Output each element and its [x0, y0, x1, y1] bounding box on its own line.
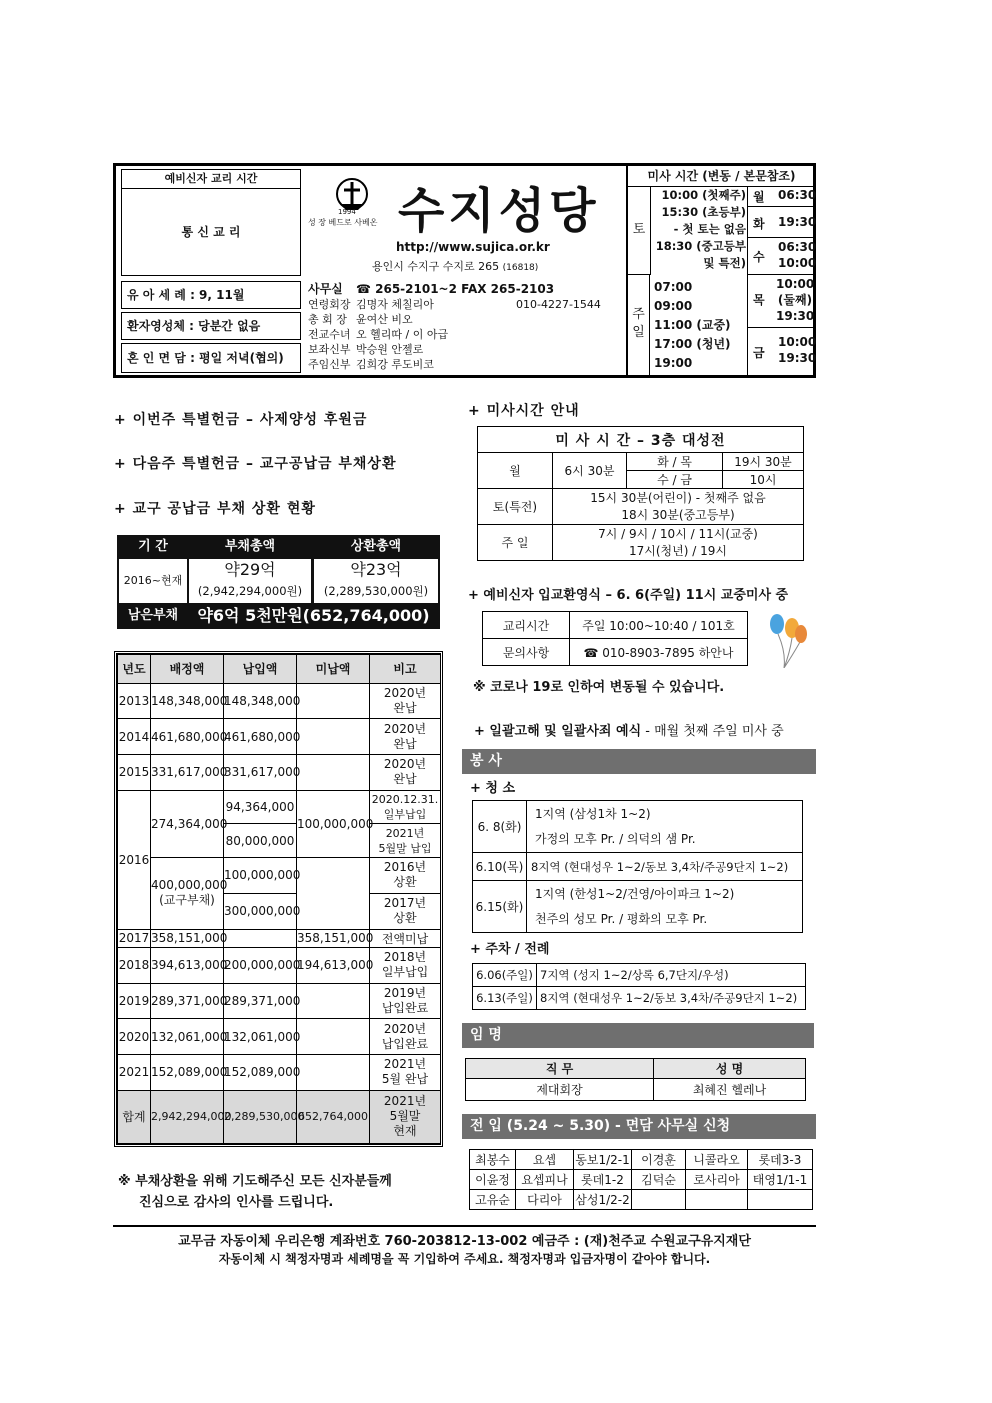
sunday-times: [654, 278, 746, 373]
appointment-table: [465, 1058, 806, 1101]
summary-header-debt: 부채총액: [224, 539, 276, 554]
remain-label: 남은부채: [127, 608, 179, 623]
transfer-section-bar: 전 입 (5.24 ~ 5.30) - 면담 사무실 신청: [462, 1114, 816, 1139]
transfer-row: [470, 1190, 813, 1210]
logo-caption: 성 장 베드로 사베온: [308, 218, 378, 227]
parking-date: 6.13(주일): [473, 987, 537, 1010]
cell: 148,348,000: [224, 683, 297, 719]
covid-notice: ※ 코로나 19로 인하여 변동될 수 있습니다.: [473, 680, 725, 695]
footer-instruction: 자동이체 시 책정자명과 세례명을 꼭 기입하여 주세요. 책정자명과 입금자명이 같아야 합니다.: [218, 1252, 711, 1266]
office-row: [308, 357, 624, 372]
weekday-label: 목: [753, 293, 765, 307]
table-header-row: [118, 655, 441, 684]
cell: 274,364,000: [151, 790, 224, 857]
office-row: [308, 342, 624, 357]
cell: 2020년 완납: [370, 719, 441, 755]
office-row: [308, 297, 624, 312]
footer-divider: [113, 1225, 816, 1227]
cell: 2020.12.31. 일부납입: [370, 790, 441, 824]
debt-status-heading: + 교구 공납금 부채 상환 현황: [114, 501, 316, 517]
sun-time: 09:00: [654, 299, 693, 313]
parking-table: [472, 963, 806, 1010]
table-row: [118, 719, 441, 755]
table-row: [118, 947, 441, 983]
office-row: [308, 282, 624, 297]
confession-title: + 일괄고해 및 일괄사죄 예식: [474, 724, 642, 739]
sun-time: 19:00: [654, 356, 693, 370]
cell: 394,613,000: [151, 947, 224, 983]
class-time-label: 교리시간: [483, 612, 570, 639]
sat-time: 및 특전): [703, 256, 746, 270]
mass-time: 6시 30분: [553, 453, 627, 489]
office-role: 총 회 장: [308, 313, 347, 326]
mass-time: 15시 30분(어린이) - 첫째주 없음 18시 30분(중고등부): [553, 489, 804, 525]
cell: [297, 683, 370, 719]
cell: 358,151,000: [297, 929, 370, 947]
cell: 2021년 5월 완납: [370, 1055, 441, 1091]
transfer-cell: 이경훈: [632, 1150, 686, 1170]
contact-value: ☎ 010-8903-7895 하안나: [570, 639, 748, 666]
appointment-section-bar: 임 명: [462, 1023, 814, 1048]
cell: 132,061,000: [151, 1019, 224, 1055]
mass-day: 주 일: [478, 525, 553, 561]
weekday-row: [748, 186, 815, 207]
mass-schedule-title: 미사 시간 (변동 / 본문참조): [628, 166, 815, 187]
cleaning-assignment: 8지역 (현대성우 1~2/동보 3,4차/주공9단지 1~2): [527, 853, 803, 881]
cell: 400,000,000 (교구부채): [151, 858, 224, 929]
sat-time: 18:30 (중고등부: [655, 239, 746, 253]
cell: 2019: [118, 983, 151, 1019]
weekday-row: [748, 275, 815, 328]
cell: 2,289,530,000: [224, 1090, 297, 1143]
transfer-cell: 롯데1-2: [574, 1170, 632, 1190]
col-year: 년도: [118, 655, 151, 684]
cell: 461,680,000: [224, 719, 297, 755]
class-time-value: 주일 10:00~10:40 / 101호: [570, 612, 748, 639]
cell: 331,617,000: [224, 755, 297, 791]
cleaning-assignment: 1지역 (삼성1차 1~2) 가정의 모후 Pr. / 의덕의 샘 Pr.: [527, 801, 803, 853]
debt-detail-frame: [114, 651, 443, 1147]
correspondence-label: 통 신 교 리: [121, 188, 301, 276]
parking-assignment: 8지역 (현대성우 1~2/동보 3,4차/주공9단지 1~2): [537, 987, 806, 1010]
cell: 80,000,000: [224, 824, 297, 858]
cell: 2015: [118, 755, 151, 791]
parish-address: [372, 258, 538, 274]
cell: [224, 929, 297, 947]
weekday-time: 19:30: [778, 215, 817, 229]
cell: [297, 858, 370, 929]
cell: 300,000,000: [224, 893, 297, 929]
col-unpaid: 미납액: [297, 655, 370, 684]
cell: 152,089,000: [224, 1055, 297, 1091]
transfer-cell: 니콜라오: [686, 1150, 748, 1170]
catechism-info-table: [482, 611, 748, 666]
weekday-time: 06:30: [778, 188, 817, 202]
sat-time: - 첫 토는 없음: [673, 222, 746, 236]
sat-time: 15:30 (초등부): [661, 205, 746, 219]
table-total-row: [118, 1090, 441, 1143]
transfer-cell: 다리아: [516, 1190, 574, 1210]
office-role: 전교수녀: [308, 328, 351, 341]
mass-day: 토(특전): [478, 489, 553, 525]
address-text: 용인시 수지구 수지로 265: [372, 260, 500, 273]
cell: [297, 719, 370, 755]
contact-label: 문의사항: [483, 639, 570, 666]
parking-date: 6.06(주일): [473, 964, 537, 987]
cell: [297, 755, 370, 791]
col-allocated: 배정액: [151, 655, 224, 684]
cleaning-date: 6.15(화): [473, 881, 527, 933]
cleaning-assignment: 1지역 (한성1~2/건영/아이파크 1~2) 천주의 성모 Pr. / 평화의 모후 Pr.: [527, 881, 803, 933]
cell: [297, 983, 370, 1019]
summary-period: 2016~현재: [119, 559, 187, 603]
zip-code: (16818): [502, 263, 539, 273]
weekday-row: [748, 238, 815, 275]
transfer-row: [470, 1150, 813, 1170]
summary-debt: [189, 559, 311, 603]
parking-heading: + 주차 / 전례: [470, 942, 550, 957]
transfer-cell: [632, 1190, 686, 1210]
mass-day: 수 / 금: [627, 471, 723, 489]
cell: 2021년 5월말 납입: [370, 824, 441, 858]
parking-assignment: 7지역 (성지 1~2/상록 6,7단지/우성): [537, 964, 806, 987]
thanks-line-1: ※ 부채상환을 위해 기도해주신 모든 신자분들께: [118, 1174, 392, 1189]
transfer-cell: 동보1/2-1: [574, 1150, 632, 1170]
office-contacts: [308, 282, 624, 372]
header-left-info: [121, 169, 301, 374]
marriage-consult: 혼 인 면 담 : 평일 저녁(협의): [121, 343, 301, 373]
weekday-label: 월: [753, 190, 765, 204]
cell: 합계: [118, 1090, 151, 1143]
saturday-times: [652, 187, 746, 272]
office-role: 연령회장: [308, 298, 351, 311]
mass-day: 월: [478, 453, 553, 489]
mass-time: 7시 / 9시 / 10시 / 11시(교중) 17시(청년) / 19시: [553, 525, 804, 561]
saturday-label: 토: [628, 186, 651, 275]
office-row: [308, 312, 624, 327]
sun-time: 11:00 (교중): [654, 318, 731, 332]
transfer-cell: 최봉수: [470, 1150, 516, 1170]
cell: 2020년 납입완료: [370, 1019, 441, 1055]
paid-exact: (2,289,530,000원): [323, 584, 429, 598]
transfer-table: [469, 1149, 813, 1210]
cell: 100,000,000: [297, 790, 370, 857]
cell: [297, 1019, 370, 1055]
cell: 2018년 일부납입: [370, 947, 441, 983]
cell: 148,348,000: [151, 683, 224, 719]
cell: 289,371,000: [224, 983, 297, 1019]
footer-account: 교무금 자동이체 우리은행 계좌번호 760-203812-13-002 예금주 : (재)천주교 수원교구유지재단: [178, 1234, 751, 1249]
cell: 2013: [118, 683, 151, 719]
special-offering-next-week: + 다음주 특별헌금 – 교구공납금 부채상환: [114, 456, 397, 472]
weekday-time: 10:00 (둘째) 19:30: [776, 277, 815, 323]
weekday-row: [748, 328, 815, 375]
transfer-cell: [748, 1190, 813, 1210]
logo-year: 1994: [338, 208, 356, 216]
mass-day: 화 / 목: [627, 453, 723, 471]
special-offering-this-week: + 이번주 특별헌금 – 사제양성 후원금: [114, 412, 368, 428]
service-section-bar: 봉 사: [462, 749, 816, 774]
table-row: [118, 683, 441, 719]
cell: 2,942,294,000: [151, 1090, 224, 1143]
remain-value: 약6억 5천만원(652,764,000): [197, 606, 430, 625]
table-row: [118, 755, 441, 791]
table-row: [118, 1055, 441, 1091]
bulletin-header: [113, 163, 816, 378]
cell: 358,151,000: [151, 929, 224, 947]
confession-notice: [474, 720, 784, 739]
paid-approx: 약23억: [350, 560, 402, 579]
cell: 2014: [118, 719, 151, 755]
mass-time-table: [477, 426, 804, 561]
debt-detail-table: [117, 654, 441, 1144]
appoint-header-name: 성 명: [654, 1059, 806, 1079]
debt-approx: 약29억: [224, 560, 276, 579]
office-name: 박승원 안젤로: [356, 343, 424, 356]
mass-schedule-box: [626, 166, 815, 375]
mass-time: 10시: [723, 471, 804, 489]
weekday-time: 06:30 10:00: [778, 240, 817, 270]
mass-table-title: 미 사 시 간 – 3층 대성전: [478, 427, 804, 453]
cleaning-heading: + 청 소: [470, 781, 516, 796]
transfer-cell: 태영1/1-1: [748, 1170, 813, 1190]
weekday-label: 금: [753, 346, 765, 360]
office-name: 김명자 체칠리아: [356, 298, 434, 311]
transfer-cell: 요셉피나: [516, 1170, 574, 1190]
cell: 2020년 완납: [370, 683, 441, 719]
sun-time: 17:00 (청년): [654, 337, 731, 351]
office-row: [308, 327, 624, 342]
weekday-times: [748, 186, 815, 375]
appoint-name: 최혜진 헬레나: [654, 1079, 806, 1101]
sun-time: 07:00: [654, 280, 693, 294]
cleaning-table: [472, 800, 803, 933]
transfer-cell: 이윤정: [470, 1170, 516, 1190]
thanks-line-2: 진심으로 감사의 인사를 드립니다.: [139, 1195, 334, 1210]
transfer-cell: 요셉: [516, 1150, 574, 1170]
cell: 461,680,000: [151, 719, 224, 755]
office-name: 김희강 루도비코: [356, 358, 434, 371]
weekday-label: 수: [753, 250, 765, 264]
transfer-cell: 삼성1/2-2: [574, 1190, 632, 1210]
mass-guide-heading: + 미사시간 안내: [468, 403, 580, 419]
cell: 전액미납: [370, 929, 441, 947]
col-paid: 납입액: [224, 655, 297, 684]
cell: 2021: [118, 1055, 151, 1091]
cell: 94,364,000: [224, 790, 297, 824]
cleaning-date: 6. 8(화): [473, 801, 527, 853]
summary-header-paid: 상환총액: [350, 539, 402, 554]
cell: 2016년 상환: [370, 858, 441, 894]
office-role: 사무실: [308, 282, 343, 296]
transfer-cell: [686, 1190, 748, 1210]
table-row: [118, 983, 441, 1019]
weekday-row: [748, 207, 815, 238]
cell: 2020년 완납: [370, 755, 441, 791]
appoint-header-role: 직 무: [466, 1059, 654, 1079]
catechumen-time-label: 예비신자 교리 시간: [121, 169, 301, 189]
cell: 2021년 5월말 현재: [370, 1090, 441, 1143]
cell: 2017년 상환: [370, 893, 441, 929]
transfer-cell: 로사리아: [686, 1170, 748, 1190]
cleaning-date: 6.10(목): [473, 853, 527, 881]
transfer-cell: 김덕순: [632, 1170, 686, 1190]
balloons-icon: [766, 612, 810, 668]
catechumen-welcome: + 예비신자 입교환영식 – 6. 6(주일) 11시 교중미사 중: [468, 588, 789, 603]
table-row: [118, 929, 441, 947]
sunday-label: 주일: [628, 274, 650, 375]
table-row: [118, 858, 441, 894]
transfer-row: [470, 1170, 813, 1190]
cell: 2019년 납입완료: [370, 983, 441, 1019]
cell: 2020: [118, 1019, 151, 1055]
office-role: 주임신부: [308, 358, 351, 371]
parish-title: 수지성당: [398, 183, 600, 239]
col-note: 비고: [370, 655, 441, 684]
mass-time: 19시 30분: [723, 453, 804, 471]
office-phone: ☎ 265-2101~2 FAX 265-2103: [356, 282, 555, 296]
cell: 194,613,000: [297, 947, 370, 983]
cell: 132,061,000: [224, 1019, 297, 1055]
cell: 100,000,000: [224, 858, 297, 894]
office-extra: 010-4227-1544: [516, 298, 601, 311]
cell: 289,371,000: [151, 983, 224, 1019]
transfer-cell: 롯데3-3: [748, 1150, 813, 1170]
summary-header-period: 기 간: [138, 539, 168, 554]
cell: 652,764,000: [297, 1090, 370, 1143]
cell: 2018: [118, 947, 151, 983]
cell: 200,000,000: [224, 947, 297, 983]
weekday-time: 10:00 19:30: [778, 335, 817, 365]
cell: 152,089,000: [151, 1055, 224, 1091]
appoint-role: 제대회장: [466, 1079, 654, 1101]
office-name: 윤여산 비오: [356, 313, 413, 326]
confession-note: - 매월 첫째 주일 미사 중: [645, 724, 784, 739]
cell: 2017: [118, 929, 151, 947]
table-row: [118, 790, 441, 824]
office-role: 보좌신부: [308, 343, 351, 356]
cell: 331,617,000: [151, 755, 224, 791]
cell: [297, 1055, 370, 1091]
sat-time: 10:00 (첫째주): [661, 188, 746, 202]
sick-communion: 환자영성체 : 당분간 없음: [121, 312, 301, 340]
transfer-cell: 고유순: [470, 1190, 516, 1210]
parish-url[interactable]: http://www.sujica.or.kr: [396, 240, 550, 254]
office-name: 오 헬리따 / 이 아급: [356, 328, 449, 341]
debt-summary-table: [117, 535, 440, 629]
table-row: [118, 1019, 441, 1055]
weekday-label: 화: [753, 217, 765, 231]
infant-baptism: 유 아 세 례 : 9, 11월: [121, 281, 301, 309]
summary-paid: [314, 559, 438, 603]
debt-exact: (2,942,294,000원): [197, 584, 303, 598]
cell: 2016: [118, 790, 151, 929]
